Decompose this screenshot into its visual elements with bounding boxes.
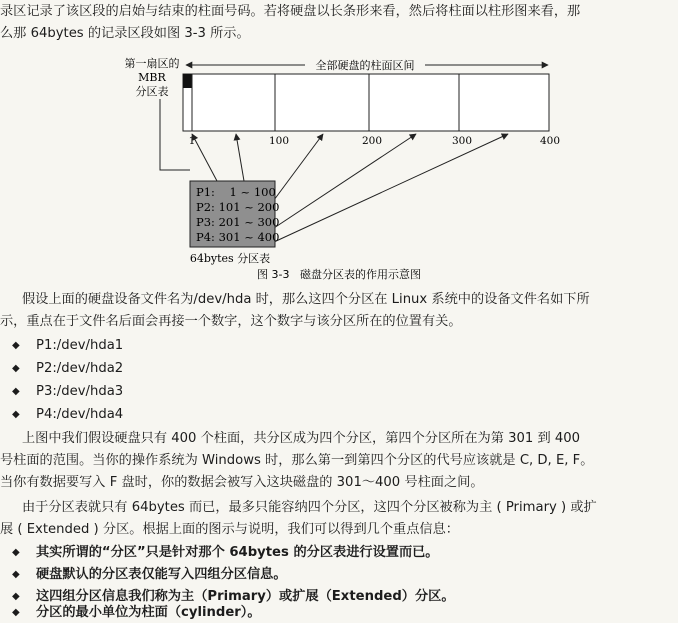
key-point-item: ◆ 分区的最小单位为柱面（cylinder）。 [12, 603, 261, 623]
bullet-icon: ◆ [12, 607, 20, 618]
key-point-item: ◆ 硬盘默认的分区表仅能写入四组分区信息。 [12, 565, 287, 585]
bullet-icon: ◆ [12, 591, 20, 602]
bullet-icon: ◆ [12, 386, 20, 397]
bullet-icon: ◆ [12, 569, 20, 580]
mbr-sector [183, 74, 192, 88]
device-item: ◆ P1:/dev/hda1 [12, 336, 123, 356]
range-label: 全部硬盘的柱面区间 [315, 59, 415, 72]
device-item: ◆ P4:/dev/hda4 [12, 405, 123, 425]
partition-entry-p4: P4: 301 ~ 400 [196, 230, 280, 244]
para1-line-1: 假设上面的硬盘设备文件名为/dev/hda 时，那么这四个分区在 Linux 系统中的设备文件名如下所 [22, 292, 590, 307]
bullet-icon: ◆ [12, 363, 20, 374]
device-item: ◆ P2:/dev/hda2 [12, 359, 123, 379]
tick-label-300: 300 [451, 135, 473, 147]
arrow-to-p1 [192, 134, 217, 181]
bullet-icon: ◆ [12, 340, 20, 351]
intro-line-2: 么那 64bytes 的记录区段如图 3-3 所示。 [0, 26, 250, 41]
device-item: ◆ P3:/dev/hda3 [12, 382, 123, 402]
bullet-icon: ◆ [12, 409, 20, 420]
arrow-to-p4 [274, 134, 416, 228]
para2-line-3: 当你有数据要写入 F 盘时，你的数据会被写入这块磁盘的 301～400 号柱面之间。 [0, 475, 484, 490]
disk-partition-figure [0, 50, 678, 290]
bullet-icon: ◆ [12, 547, 20, 558]
tick-label-1: 1 [188, 135, 196, 147]
para1-line-2: 示，重点在于文件名后面会再接一个数字，这个数字与该分区所在的位置有关。 [0, 314, 462, 329]
partition-table-label: 64bytes 分区表 [189, 252, 271, 265]
intro-line-1: 录区记录了该区段的启始与结束的柱面号码。若将硬盘以长条形来看，然后将柱面以柱形图来看，那 [0, 4, 581, 19]
disk-bar [183, 74, 549, 131]
mbr-label-line-1: 第一扇区的 [124, 57, 180, 70]
para3-line-2: 展 ( Extended ) 分区。根据上面的图示与说明，我们可以得到几个重点信息： [0, 522, 459, 537]
arrow-to-p2 [236, 134, 244, 181]
tick-label-200: 200 [361, 135, 383, 147]
mbr-label-line-3: 分区表 [135, 85, 169, 98]
para3-line-1: 由于分区表就只有 64bytes 而已，最多只能容纳四个分区，这四个分区被称为主 ( Primary ) 或扩 [22, 500, 597, 515]
partition-entry-p1: P1: 1 ~ 100 [196, 185, 276, 199]
tick-label-100: 100 [268, 135, 290, 147]
partition-entry-p2: P2: 101 ~ 200 [196, 200, 280, 214]
mbr-label-line-2: MBR [138, 71, 166, 84]
figure-caption: 图 3-3 磁盘分区表的作用示意图 [257, 268, 421, 281]
partition-entry-p3: P3: 201 ~ 300 [196, 215, 280, 229]
para2-line-2: 号柱面的范围。当你的操作系统为 Windows 时，那么第一到第四个分区的代号应该就是 C, D, E, F。 [0, 453, 594, 468]
tick-label-400: 400 [539, 135, 561, 147]
key-point-item: ◆ 这四组分区信息我们称为主（Primary）或扩展（Extended）分区。 [12, 587, 455, 607]
para2-line-1: 上图中我们假设硬盘只有 400 个柱面，共分区成为四个分区，第四个分区所在为第 301 到 400 [22, 431, 581, 446]
key-point-item: ◆ 其实所谓的“分区”只是针对那个 64bytes 的分区表进行设置而已。 [12, 543, 439, 563]
